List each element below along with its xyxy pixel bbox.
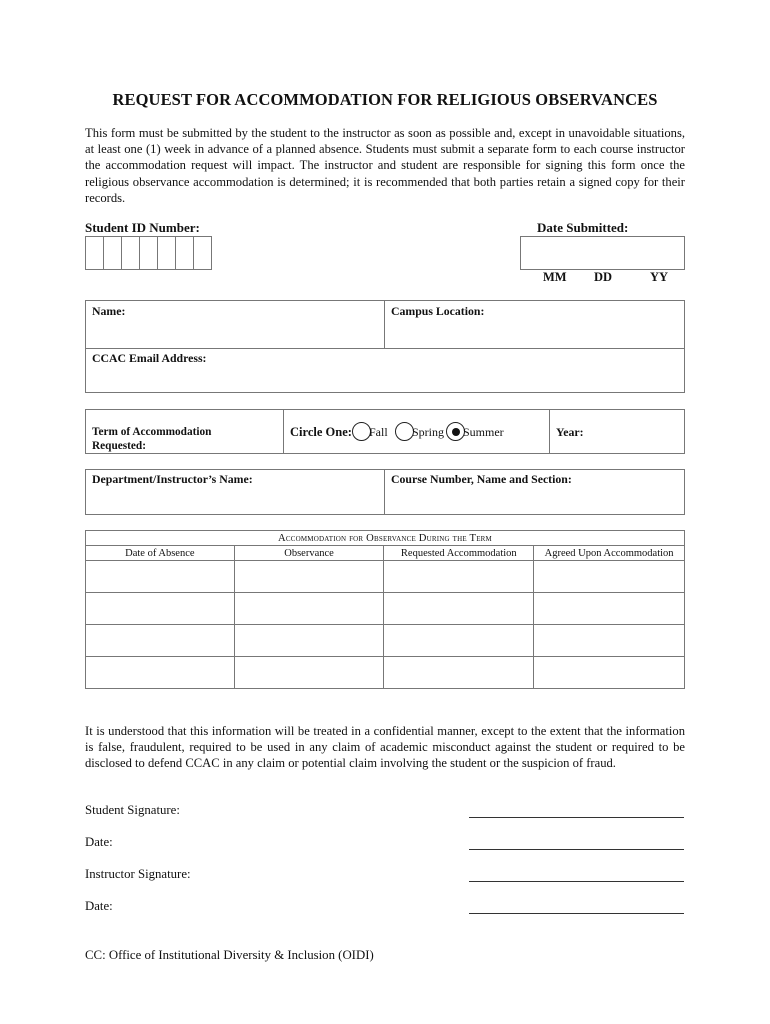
table-cell[interactable]	[534, 657, 685, 689]
email-label: CCAC Email Address:	[92, 351, 207, 365]
table-cell[interactable]	[86, 561, 235, 593]
student-id-digit-box[interactable]	[194, 237, 211, 269]
table-cell[interactable]	[534, 561, 685, 593]
table-cell[interactable]	[86, 593, 235, 625]
date-dd-label: DD	[594, 270, 613, 284]
term-label-line2: Requested:	[92, 440, 146, 452]
student-id-boxes	[85, 236, 212, 270]
campus-location-label: Campus Location:	[391, 304, 485, 318]
name-field[interactable]	[86, 301, 384, 348]
date-submitted-field[interactable]	[520, 236, 685, 270]
date-mm-label: MM	[543, 270, 567, 284]
year-field[interactable]	[550, 410, 684, 453]
name-label: Name:	[92, 304, 126, 318]
email-field[interactable]	[86, 349, 684, 392]
selected-dot-icon	[452, 428, 460, 436]
course-box	[85, 469, 685, 515]
table-cell[interactable]	[86, 625, 235, 657]
course-number-label: Course Number, Name and Section:	[391, 472, 572, 486]
student-info-box	[85, 300, 685, 393]
instructor-signature-label: Instructor Signature:	[85, 867, 191, 881]
year-label: Year:	[556, 425, 584, 439]
spring-option-label: Spring	[412, 425, 445, 439]
student-id-digit-box[interactable]	[122, 237, 140, 269]
table-cell[interactable]	[384, 657, 534, 689]
cc-footer: CC: Office of Institutional Diversity & Inclusion (OIDI)	[85, 948, 374, 962]
table-row	[86, 561, 685, 593]
summer-option-label: Summer	[463, 425, 504, 439]
department-instructor-field[interactable]	[86, 470, 384, 514]
student-id-label: Student ID Number:	[85, 220, 200, 235]
table-row	[86, 657, 685, 689]
table-cell[interactable]	[234, 625, 384, 657]
student-signature-line[interactable]	[469, 817, 684, 818]
column-header-agreed-accommodation: Agreed Upon Accommodation	[534, 546, 685, 561]
date-label-2: Date:	[85, 899, 113, 913]
student-id-digit-box[interactable]	[176, 237, 194, 269]
date-submitted-label: Date Submitted:	[537, 220, 629, 235]
table-cell[interactable]	[534, 593, 685, 625]
intro-paragraph: This form must be submitted by the student to the instructor as soon as possible and, except in unavoidable situations, at least one (1) week in advance of a planned absence. Students must submit a separate form to each course instructor the accommodation request will impact. The instructor and student are responsible for signing this form once the religious observance accommodation is determined; it is recommended that both parties retain a signed copy for their records.	[85, 126, 685, 205]
term-label-line1: Term of Accommodation	[92, 426, 212, 438]
student-signature-label: Student Signature:	[85, 803, 180, 817]
campus-location-field[interactable]	[385, 301, 684, 348]
observance-table	[85, 530, 685, 689]
table-row	[86, 625, 685, 657]
table-cell[interactable]	[234, 561, 384, 593]
date-label-1: Date:	[85, 835, 113, 849]
student-id-digit-box[interactable]	[140, 237, 158, 269]
table-row	[86, 593, 685, 625]
date-yy-label: YY	[650, 270, 669, 284]
instructor-date-line[interactable]	[469, 913, 684, 914]
column-header-requested-accommodation: Requested Accommodation	[384, 546, 534, 561]
table-cell[interactable]	[384, 625, 534, 657]
confidentiality-paragraph: It is understood that this information will be treated in a confidential manner, except to the extent that the information is false, fraudulent, required to be used in any claim of academic misconduct against the student or required to be disclosed to defend CCAC in any claim or potential claim involving the student or the suspicion of fraud.	[85, 724, 685, 771]
term-box	[85, 409, 685, 454]
student-id-digit-box[interactable]	[158, 237, 176, 269]
column-header-date-of-absence: Date of Absence	[86, 546, 235, 561]
column-header-observance: Observance	[234, 546, 384, 561]
table-cell[interactable]	[234, 593, 384, 625]
page-title: REQUEST FOR ACCOMMODATION FOR RELIGIOUS OBSERVANCES	[112, 90, 658, 109]
table-cell[interactable]	[234, 657, 384, 689]
student-id-digit-box[interactable]	[86, 237, 104, 269]
table-cell[interactable]	[384, 561, 534, 593]
table-cell[interactable]	[534, 625, 685, 657]
student-id-digit-box[interactable]	[104, 237, 122, 269]
fall-option-label: Fall	[369, 425, 388, 439]
department-instructor-label: Department/Instructor’s Name:	[92, 472, 253, 486]
circle-one-label: Circle One:	[290, 425, 352, 439]
instructor-signature-line[interactable]	[469, 881, 684, 882]
table-cell[interactable]	[86, 657, 235, 689]
course-number-field[interactable]	[385, 470, 684, 514]
student-date-line[interactable]	[469, 849, 684, 850]
term-label	[92, 425, 211, 453]
observance-table-title: Accommodation for Observance During the Term	[86, 531, 685, 546]
table-cell[interactable]	[384, 593, 534, 625]
